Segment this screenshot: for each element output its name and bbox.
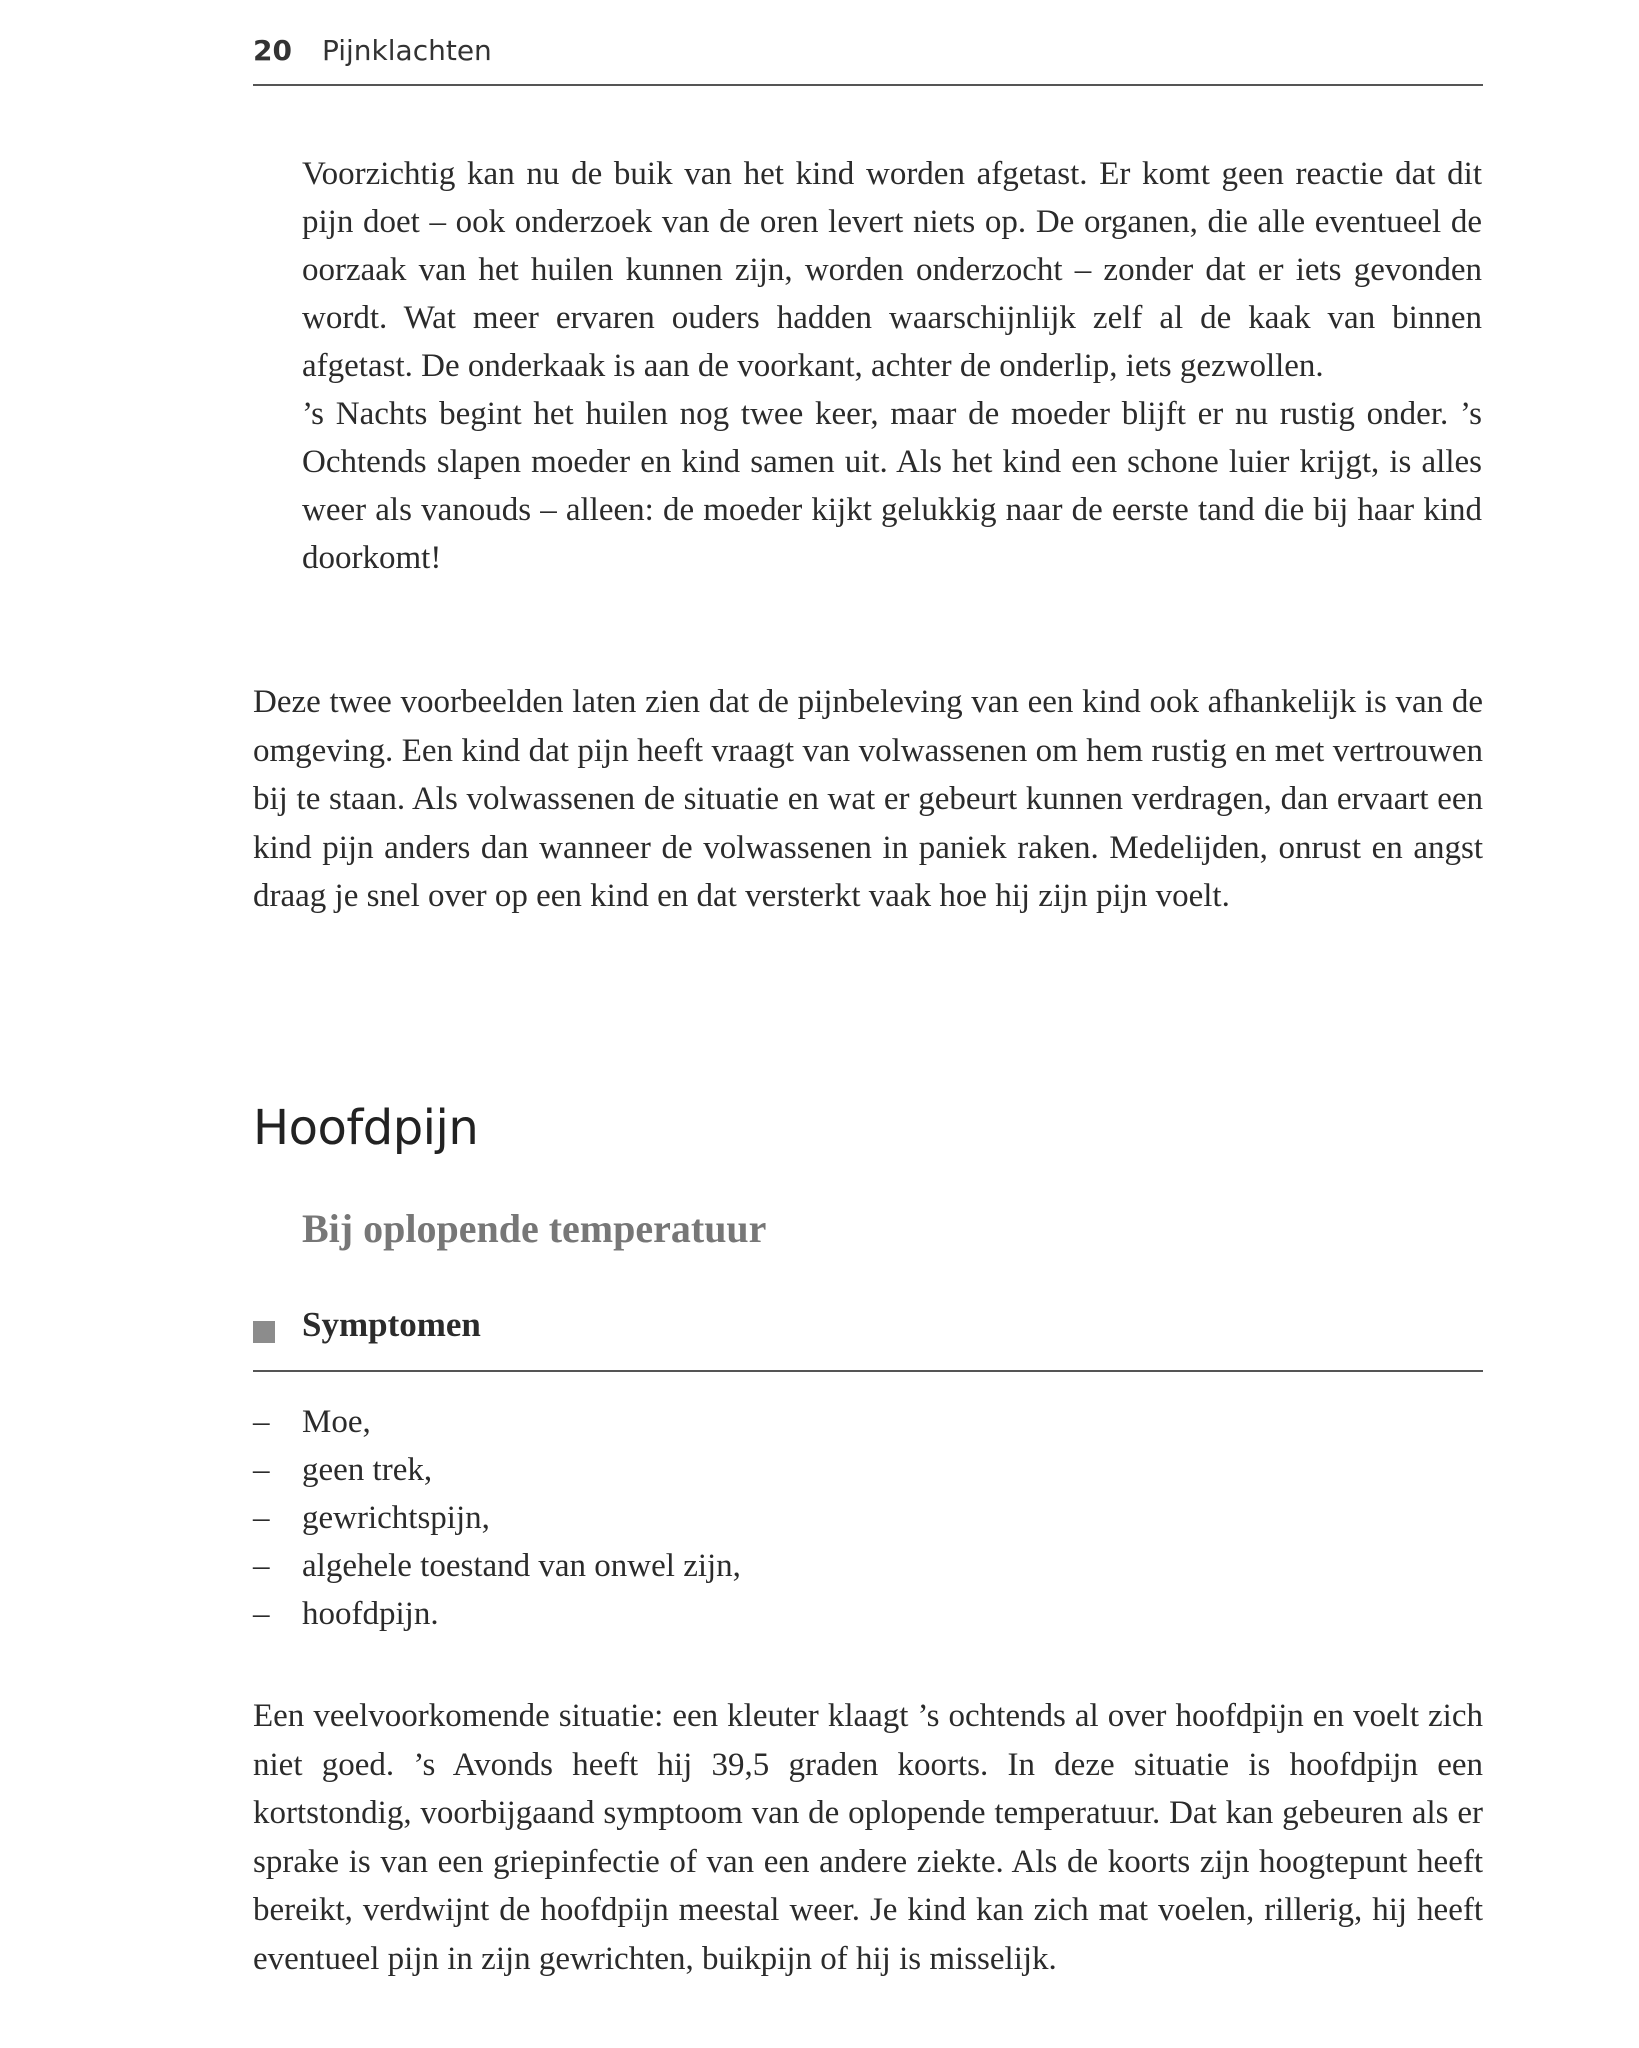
dash-bullet: – (253, 1548, 270, 1584)
symptoms-heading: Symptomen (302, 1305, 481, 1344)
list-item (253, 1542, 741, 1590)
list-item (253, 1398, 741, 1446)
list-item (253, 1494, 741, 1542)
dash-bullet: – (253, 1452, 270, 1488)
symptom-text: Moe, (302, 1404, 371, 1440)
symptom-text: hoofdpijn. (302, 1596, 439, 1632)
symptom-text: algehele toestand van onwel zijn, (302, 1548, 741, 1584)
list-item (253, 1446, 741, 1494)
dash-bullet: – (253, 1500, 270, 1536)
symptom-text: geen trek, (302, 1452, 433, 1488)
example-paragraph: Voorzichtig kan nu de buik van het kind worden afgetast. Er komt geen reactie dat dit pijn doet – ook onderzoek van de oren levert niets op. De organen, die alle eventueel de oorzaak van het huilen kunnen zijn, worden onderzocht – zonder dat er iets gevonden wordt. Wat meer ervaren ouders hadden waarschijnlijk zelf al de kaak van binnen afgetast. De onderkaak is aan de voorkant, achter de onderlip, iets gezwollen. (302, 156, 1482, 384)
symptom-text: gewrichtspijn, (302, 1500, 490, 1536)
symptom-list (253, 1398, 741, 1638)
dash-bullet: – (253, 1596, 270, 1632)
chapter-title: Pijnklachten (321, 34, 492, 67)
section-heading: Hoofdpijn (253, 1100, 479, 1156)
list-item (253, 1590, 741, 1638)
example-paragraph: ’s Nachts begint het huilen nog twee keer, maar de moeder blijft er nu rustig onder. ’s Ochtends slapen moeder en kind samen uit. Als het kind een schone luier krijgt, is alles weer als vanouds – alleen: de moeder kijkt gelukkig naar de eerste tand die bij haar kind doorkomt! (302, 396, 1482, 576)
header-rule (253, 84, 1483, 86)
body-paragraph: Deze twee voorbeelden laten zien dat de pijnbeleving van een kind ook afhankelijk is van de omgeving. Een kind dat pijn heeft vraagt van volwassenen om hem rustig en met vertrouwen bij te staan. Als volwassenen de situatie en wat er gebeurt kunnen verdragen, dan ervaart een kind pijn anders dan wanneer de volwassenen in paniek raken. Medelijden, onrust en angst draag je snel over op een kind en dat versterkt vaak hoe hij zijn pijn voelt. (253, 684, 1483, 914)
square-bullet-icon (253, 1321, 275, 1343)
running-head (253, 34, 492, 74)
symptoms-rule (253, 1370, 1483, 1372)
body-paragraph: Een veelvoorkomende situatie: een kleuter klaagt ’s ochtends al over hoofdpijn en voelt zich niet goed. ’s Avonds heeft hij 39,5 graden koorts. In deze situatie is hoofdpijn een kortstondig, voorbijgaand symptoom van de oplopende temperatuur. Dat kan gebeuren als er sprake is van een griepinfectie of van een andere ziekte. Als de koorts zijn hoogtepunt heeft bereikt, verdwijnt de hoofdpijn meestal weer. Je kind kan zich mat voelen, rillerig, hij heeft eventueel pijn in zijn gewrichten, buikpijn of hij is misselijk. (253, 1698, 1483, 1977)
page-number: 20 (253, 34, 292, 67)
example-block (302, 150, 1482, 582)
section-subheading: Bij oplopende temperatuur (302, 1206, 767, 1251)
dash-bullet: – (253, 1404, 270, 1440)
